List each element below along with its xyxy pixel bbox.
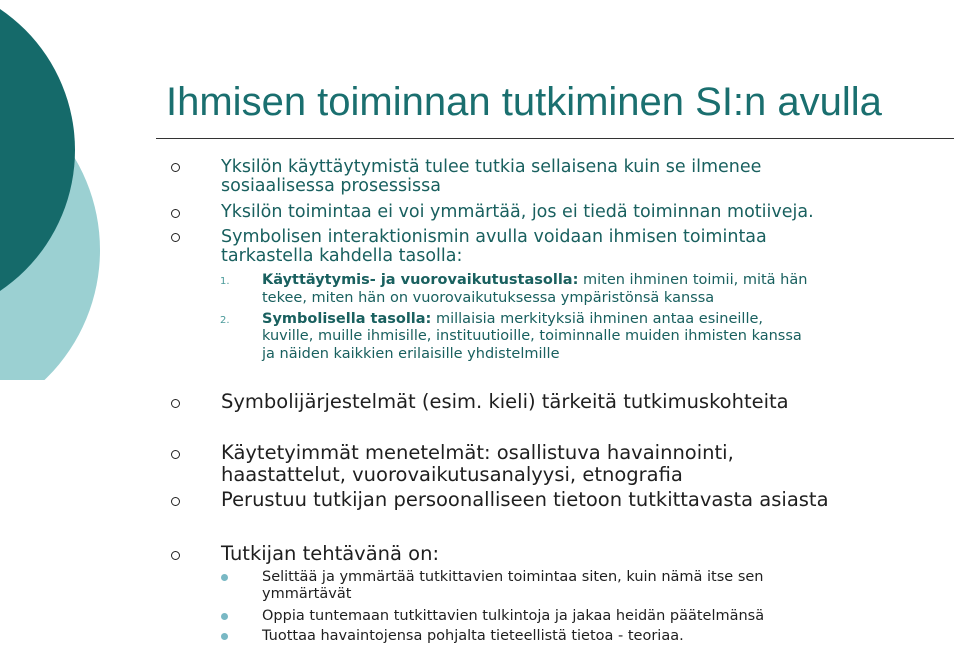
- bullet-circle-icon: [171, 450, 180, 459]
- task-1-line-2: ymmärtävät: [262, 586, 352, 602]
- decorative-circles: [0, 0, 140, 380]
- bullet-1-line-2: sosiaalisessa prosessissa: [221, 176, 441, 196]
- task-1-line-1: Selittää ja ymmärtää tutkittavien toimintaa siten, kuin nämä itse sen: [262, 569, 764, 585]
- task-2-line-1: Oppia tuntemaan tutkittavien tulkintoja ja jakaa heidän päätelmänsä: [262, 608, 765, 624]
- level-2-heading: Symbolisella tasolla:: [262, 311, 432, 327]
- bullet-2-line-1: Yksilön toimintaa ei voi ymmärtää, jos ei tiedä toiminnan motiiveja.: [221, 202, 814, 222]
- bullet-circle-icon: [171, 209, 180, 218]
- slide-title: Ihmisen toiminnan tutkiminen SI:n avulla: [166, 80, 882, 124]
- level-1-number: 1.: [220, 276, 230, 287]
- bullet-5-line-1: Käytetyimmät menetelmät: osallistuva havainnointi,: [221, 441, 734, 464]
- bullet-3-line-1: Symbolisen interaktionismin avulla voidaan ihmisen toimintaa: [221, 227, 767, 247]
- level-1-heading: Käyttäytymis- ja vuorovaikutustasolla:: [262, 272, 579, 288]
- level-2-number: 2.: [220, 315, 230, 326]
- bullet-1-line-1: Yksilön käyttäytymistä tulee tutkia sellaisena kuin se ilmenee: [221, 157, 762, 177]
- bullet-7-line-1: Tutkijan tehtävänä on:: [221, 542, 440, 565]
- bullet-circle-icon: [171, 399, 180, 408]
- bullet-4-line-1: Symbolijärjestelmät (esim. kieli) tärkeitä tutkimuskohteita: [221, 390, 789, 413]
- task-3-line-1: Tuottaa havaintojensa pohjalta tieteellistä tietoa - teoriaa.: [262, 628, 684, 644]
- sub-bullet-dot-icon: [221, 613, 228, 620]
- bullet-circle-icon: [171, 497, 180, 506]
- level-1-line-1: [262, 271, 807, 289]
- bullet-5-line-2: haastattelut, vuorovaikutusanalyysi, etnografia: [221, 463, 683, 486]
- sub-bullet-dot-icon: [221, 574, 228, 581]
- title-divider: [156, 138, 954, 139]
- bullet-6-line-1: Perustuu tutkijan persoonalliseen tietoon tutkittavasta asiasta: [221, 488, 829, 511]
- sub-bullet-dot-icon: [221, 633, 228, 640]
- level-2-line-2: kuville, muille ihmisille, instituutioille, toiminnalle muiden ihmisten kanssa: [262, 328, 802, 344]
- level-2-line-1: [262, 310, 763, 328]
- bullet-3-line-2: tarkastella kahdella tasolla:: [221, 246, 463, 266]
- bullet-circle-icon: [171, 551, 180, 560]
- level-1-text: miten ihminen toimii, mitä hän: [578, 272, 808, 288]
- level-2-line-3: ja näiden kaikkien erilaisille yhdistelmille: [262, 346, 560, 362]
- bullet-circle-icon: [171, 233, 180, 242]
- level-1-line-2: tekee, miten hän on vuorovaikutuksessa ympäristönsä kanssa: [262, 290, 715, 306]
- bullet-circle-icon: [171, 163, 180, 172]
- level-2-text: millaisia merkityksiä ihminen antaa esineille,: [431, 311, 763, 327]
